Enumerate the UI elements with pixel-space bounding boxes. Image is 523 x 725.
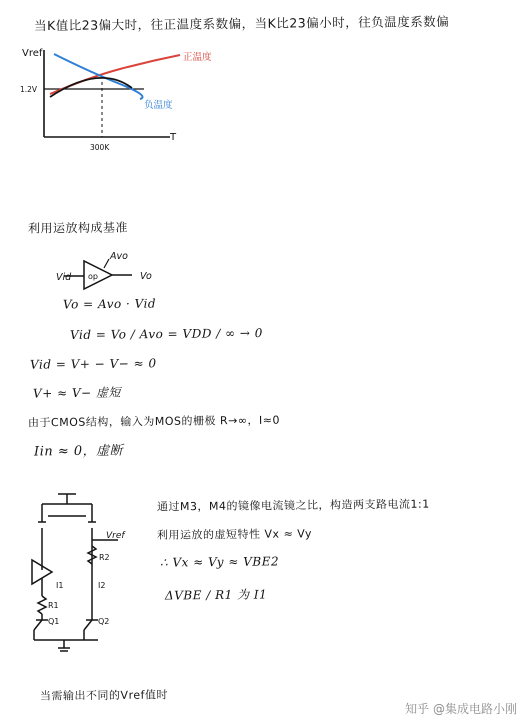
vref-curve [50,78,132,97]
vref-curve-svg [20,42,220,157]
y-axis-label: Vref [22,48,43,59]
heading-top: 当K值比23偏大时，往正温度系数偏，当K比23偏小时，往负温度系数偏 [33,13,450,34]
circuit-note-4: ΔVBE / R1 为 I1 [164,587,268,603]
equation-2: Vid = Vo / Avo = VDD / ∞ → 0 [69,325,263,343]
x-axis-label: T [170,132,177,143]
circuit-note-3: ∴ Vx ≈ Vy ≈ VBE2 [159,554,280,570]
bandgap-circuit [26,488,146,662]
vref-temperature-sketch [20,42,220,161]
equation-4: V+ ≈ V− 虚短 [32,385,122,401]
opamp-symbol [52,246,162,300]
opamp-gain-label: Avo [110,251,128,262]
level-label: 1.2V [20,85,38,94]
footer-note: 当需输出不同的Vref值时 [39,688,169,703]
equation-6: Iin ≈ 0，虚断 [33,443,124,460]
vref-node-label: Vref [106,531,125,541]
r2-label: R2 [99,553,110,562]
positive-tc-label: 正温度 [183,52,212,63]
zhihu-watermark: 知乎 @集成电路小刚 [405,702,517,716]
r1-label: R1 [48,601,59,610]
section-opamp-title: 利用运放构成基准 [27,220,129,236]
i1-label: I1 [56,581,64,590]
q2-label: Q2 [98,617,110,626]
x-tick-label: 300K [90,143,110,152]
negative-tc-label: 负温度 [144,100,173,111]
opamp-output-label: Vo [140,271,152,282]
circuit-note-2: 利用运放的虚短特性 Vx ≈ Vy [156,527,313,542]
bandgap-circuit-svg [26,488,146,658]
circuit-note-1: 通过M3，M4的镜像电流镜之比，构造两支路电流1:1 [156,497,430,514]
opamp-body-label: op [88,272,98,281]
axes [44,50,170,137]
opamp-input-label: Vid [56,272,72,283]
q1-label: Q1 [48,617,60,626]
equation-1: Vo = Avo · Vid [62,296,157,312]
i2-label: I2 [98,581,106,590]
equation-3: Vid = V+ − V− ≈ 0 [29,356,157,372]
equation-5: 由于CMOS结构，输入为MOS的栅极 R→∞，I≈0 [27,413,280,430]
